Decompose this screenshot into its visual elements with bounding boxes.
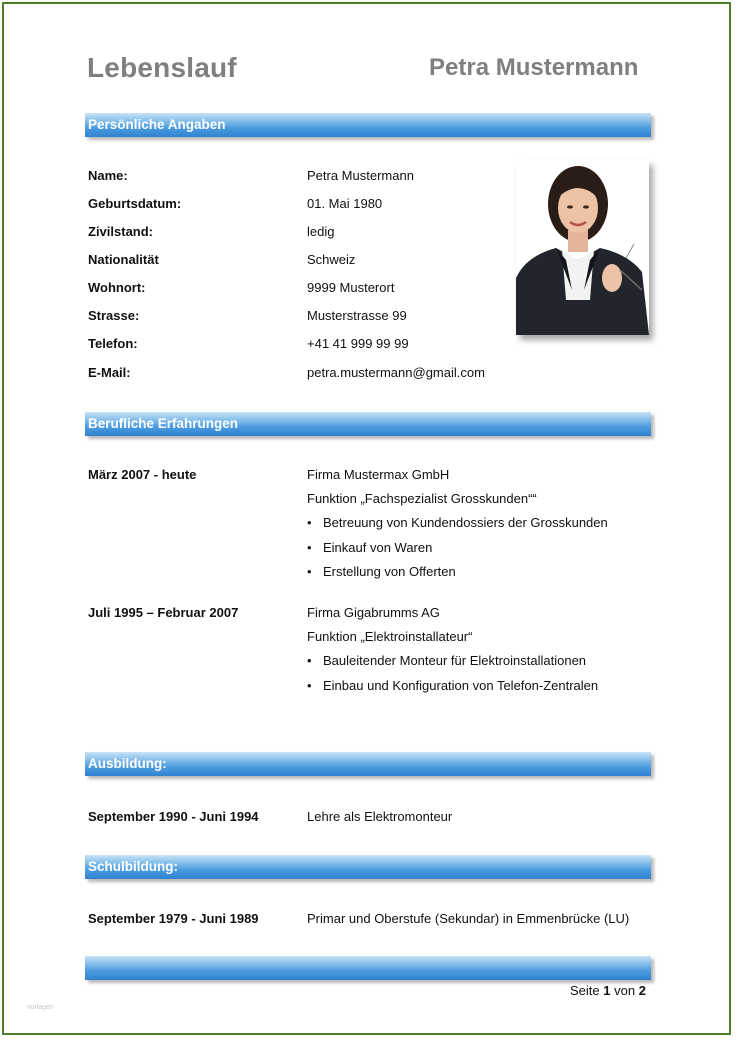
list-item [307, 515, 608, 530]
personal-value: ledig [307, 224, 335, 239]
personal-label: Name: [88, 168, 128, 183]
total-pages: 2 [638, 983, 646, 998]
section-header-schooling: Schulbildung: [85, 855, 651, 879]
schooling-period: September 1979 - Juni 1989 [88, 911, 259, 926]
education-value: Lehre als Elektromonteur [307, 809, 453, 824]
page-prefix: Seite [570, 983, 600, 998]
page-mid: von [614, 983, 636, 998]
personal-label: Strasse: [88, 308, 140, 323]
bullet-icon: • [307, 515, 312, 530]
personal-value: Schweiz [307, 252, 356, 267]
task-text: Einkauf von Waren [323, 540, 433, 555]
bullet-icon: • [307, 564, 312, 579]
section-header-personal: Persönliche Angaben [85, 113, 651, 137]
current-page: 1 [603, 983, 611, 998]
bullet-icon: • [307, 678, 312, 693]
portrait-image [516, 160, 649, 335]
experience-period: März 2007 - heute [88, 467, 197, 482]
profile-photo [516, 160, 649, 335]
experience-role: Funktion „Fachspezialist Grosskunden““ [307, 491, 537, 506]
list-item [307, 540, 432, 555]
email-value: petra.mustermann@gmail.com [307, 365, 485, 380]
experience-company: Firma Gigabrumms AG [307, 605, 440, 620]
personal-label: Telefon: [88, 336, 138, 351]
bullet-icon: • [307, 540, 312, 555]
watermark: vorlagen [27, 1004, 54, 1011]
personal-value: 01. Mai 1980 [307, 196, 383, 211]
personal-value: Musterstrasse 99 [307, 308, 407, 323]
list-item [307, 564, 456, 579]
document-owner-name: Petra Mustermann [429, 54, 639, 81]
schooling-value: Primar und Oberstufe (Sekundar) in Emmenbrücke (LU) [307, 911, 630, 926]
personal-label: Zivilstand: [88, 224, 154, 239]
footer-bar [85, 956, 651, 980]
list-item [307, 678, 598, 693]
experience-company: Firma Mustermax GmbH [307, 467, 450, 482]
education-period: September 1990 - Juni 1994 [88, 809, 259, 824]
personal-value: 9999 Musterort [307, 280, 395, 295]
bullet-icon: • [307, 653, 312, 668]
task-text: Betreuung von Kundendossiers der Grosskunden [323, 515, 608, 530]
personal-label: Wohnort: [88, 280, 146, 295]
section-header-experience: Berufliche Erfahrungen [85, 412, 651, 436]
experience-role: Funktion „Elektroinstallateur“ [307, 629, 473, 644]
task-text: Bauleitender Monteur für Elektroinstallationen [323, 653, 587, 668]
task-text: Einbau und Konfiguration von Telefon-Zentralen [323, 678, 599, 693]
personal-label: Nationalität [88, 252, 159, 267]
personal-value: Petra Mustermann [307, 168, 414, 183]
page-number [570, 983, 646, 998]
experience-period: Juli 1995 – Februar 2007 [88, 605, 239, 620]
list-item [307, 653, 586, 668]
document-title: Lebenslauf [87, 52, 237, 83]
task-text: Erstellung von Offerten [323, 564, 456, 579]
section-header-education: Ausbildung: [85, 752, 651, 776]
personal-value: +41 41 999 99 99 [307, 336, 409, 351]
personal-label: E-Mail: [88, 365, 131, 380]
personal-label: Geburtsdatum: [88, 196, 182, 211]
